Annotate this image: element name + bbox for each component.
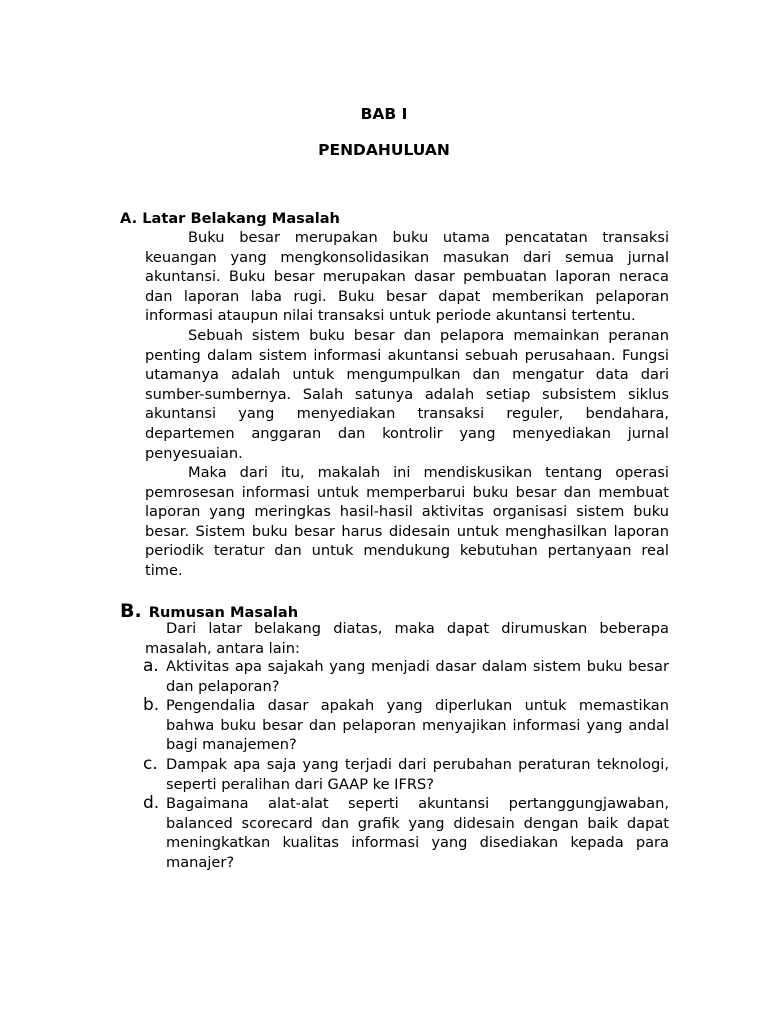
list-item-text: Pengendalia dasar apakah yang diperlukan untuk memastikan bahwa buku besar dan pelaporan menyajikan informasi yang andal bagi manajemen? bbox=[166, 697, 669, 754]
section-a-title: Latar Belakang Masalah bbox=[142, 210, 340, 227]
list-item-text: Bagaimana alat-alat seperti akuntansi pertanggungjawaban, balanced scorecard dan grafik yang didesain dengan baik dapat meningkatkan kualitas informasi yang disediakan kepada para manajer? bbox=[166, 795, 669, 871]
section-b-letter: B. bbox=[120, 600, 142, 622]
chapter-title: PENDAHULUAN bbox=[318, 141, 450, 159]
paragraph-3-text: Maka dari itu, makalah ini mendiskusikan tentang operasi pemrosesan informasi untuk memperbarui buku besar dan membuat laporan yang meringkas hasil-hasil aktivitas organisasi sistem buku besar. Sistem buku besar harus didesain untuk menghasilkan laporan periodik teratur dan untuk mendukung kebutuhan pertanyaan real time. bbox=[145, 464, 669, 579]
paragraph-2-text: Sebuah sistem buku besar dan pelapora memainkan peranan penting dalam sistem informasi akuntansi sebuah perusahaan. Fungsi utamanya adalah untuk mengumpulkan dan mengatur data dari sumber-sumbernya. Salah satunya adalah setiap subsistem siklus akuntansi yang menyediakan transaksi reguler, bendahara, departemen anggaran dan kontrolir yang menyediakan jurnal penyesuaian. bbox=[145, 327, 669, 462]
list-item bbox=[143, 696, 669, 755]
section-b-title: Rumusan Masalah bbox=[148, 604, 299, 621]
list-item-text: Dampak apa saja yang terjadi dari perubahan peraturan teknologi, seperti peralihan dari GAAP ke IFRS? bbox=[166, 755, 669, 793]
list-marker: d. bbox=[143, 793, 160, 814]
problem-list bbox=[143, 657, 669, 873]
section-b-intro-text: Dari latar belakang diatas, maka dapat dirumuskan beberapa masalah, antara lain: bbox=[145, 620, 669, 657]
list-item bbox=[143, 657, 669, 696]
list-item bbox=[143, 794, 669, 872]
paragraph-1 bbox=[145, 228, 669, 326]
list-item-text: Aktivitas apa sajakah yang menjadi dasar dalam sistem buku besar dan pelaporan? bbox=[166, 658, 669, 695]
list-marker: c. bbox=[143, 753, 158, 774]
paragraph-2 bbox=[145, 326, 669, 463]
section-b-intro bbox=[145, 619, 669, 658]
paragraph-3 bbox=[145, 463, 669, 581]
list-marker: b. bbox=[143, 695, 160, 716]
chapter-label: BAB I bbox=[360, 105, 408, 123]
paragraph-1-text: Buku besar merupakan buku utama pencatatan transaksi keuangan yang mengkonsolidasikan masukan dari semua jurnal akuntansi. Buku besar merupakan dasar pembuatan laporan neraca dan laporan laba rugi. Buku besar dapat memberikan pelaporan informasi ataupun nilai transaksi untuk periode akuntansi tertentu. bbox=[145, 229, 669, 325]
list-item bbox=[143, 755, 669, 794]
list-marker: a. bbox=[143, 656, 159, 676]
section-a-heading bbox=[120, 210, 340, 227]
section-a-letter: A. bbox=[120, 210, 138, 227]
